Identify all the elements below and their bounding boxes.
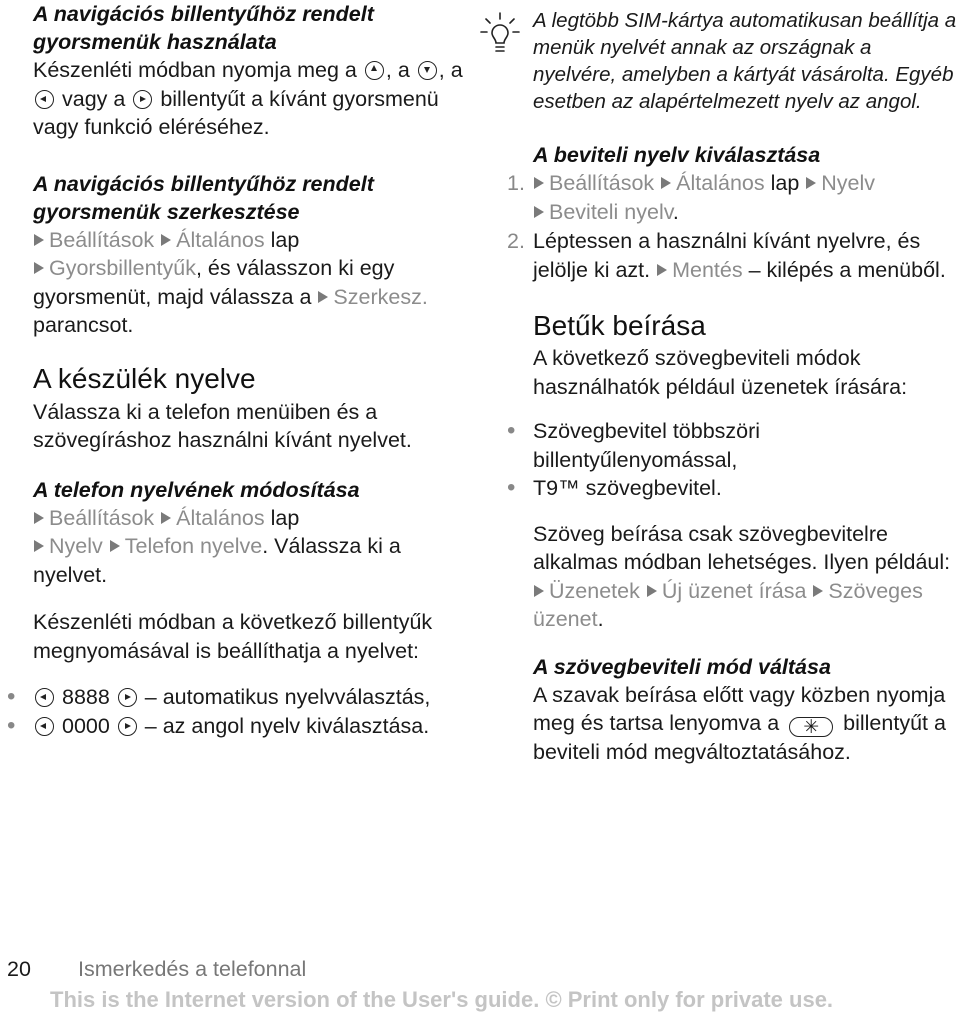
key-code: 8888 xyxy=(61,685,110,709)
section-heading-change-language: A telefon nyelvének módosítása xyxy=(33,477,360,502)
text-span: . Válassza ki a nyelvet. xyxy=(33,534,401,587)
text-span: Léptessen a használni kívánt nyelvre, és jelölje ki azt. xyxy=(533,229,921,282)
text-span: lap xyxy=(270,505,300,530)
menu-path: Beállítások xyxy=(49,227,155,252)
standby-language-paragraph: Készenléti módban a következő billentyűk megnyomásával is beállíthatja a nyelvet: xyxy=(33,610,433,663)
arrow-right-icon xyxy=(34,540,44,552)
arrow-right-icon xyxy=(534,206,544,218)
text-span: – az angol nyelv kiválasztása. xyxy=(144,713,430,738)
menu-path: Üzenetek xyxy=(549,578,640,603)
section-title-text-entry: Betűk beírása xyxy=(533,310,706,341)
arrow-right-icon xyxy=(534,177,544,189)
text-span: Készenléti módban nyomja meg a xyxy=(33,58,357,82)
menu-path: Mentés xyxy=(672,257,743,282)
text-span: – automatikus nyelvválasztás, xyxy=(144,685,431,709)
section-heading-shortcuts-edit: A navigációs billentyűhöz rendelt gyorsmenük szerkesztése xyxy=(33,171,374,224)
list-item: • T9™ szövegbevitel. xyxy=(533,474,958,503)
menu-path: Beállítások xyxy=(49,505,155,530)
text-span: vagy a xyxy=(61,86,126,111)
nav-left-key-icon xyxy=(35,688,54,707)
footer-section-name: Ismerkedés a telefonnal xyxy=(78,957,307,981)
menu-path: Általános xyxy=(176,227,265,252)
lightbulb-icon xyxy=(478,11,522,57)
text-entry-modes-paragraph xyxy=(533,520,958,634)
star-key-icon: ✳ xyxy=(789,717,833,737)
menu-path: Általános xyxy=(176,505,265,530)
shortcuts-use-paragraph xyxy=(33,56,473,142)
text-span: billentyűt a kívánt gyorsmenü vagy funkció eléréséhez. xyxy=(33,86,439,139)
nav-right-key-icon xyxy=(118,717,137,736)
menu-path: Új üzenet írása xyxy=(661,578,807,603)
text-span: A szavak beírása előtt vagy közben nyomja meg és tartsa lenyomva a xyxy=(533,682,946,735)
text-span: lap xyxy=(270,227,300,252)
text-span: Szöveg beírása csak szövegbevitelre alkalmas módban lehetséges. Ilyen például: xyxy=(533,521,951,574)
tip-box xyxy=(533,7,958,115)
text-span: . xyxy=(672,199,679,224)
section-heading-input-language: A beviteli nyelv kiválasztása xyxy=(533,143,821,167)
device-language-paragraph: Válassza ki a telefon menüiben és a szövegíráshoz használni kívánt nyelvet. xyxy=(33,399,412,452)
arrow-right-icon xyxy=(318,291,328,303)
menu-path: Beviteli nyelv xyxy=(549,199,673,224)
left-column xyxy=(33,0,473,740)
menu-path: Telefon nyelve xyxy=(124,534,263,558)
step-number: 2. xyxy=(507,229,525,253)
list-item xyxy=(33,683,473,712)
nav-left-key-icon xyxy=(35,90,54,109)
arrow-right-icon xyxy=(647,585,657,597)
text-span: parancsot. xyxy=(33,313,134,337)
nav-up-key-icon xyxy=(365,61,384,80)
tip-text: A legtöbb SIM-kártya automatikusan beállítja a menük nyelvét annak az országnak a nyelvére, amelyben a kártyát vásárolta. Egyéb esetben az alapértelmezett nyelv az angol. xyxy=(533,9,957,113)
footer-disclaimer: This is the Internet version of the User's guide. © Print only for private use. xyxy=(50,987,834,1012)
nav-right-key-icon xyxy=(133,90,152,109)
section-heading-shortcuts-use: A navigációs billentyűhöz rendelt gyorsmenük használata xyxy=(33,2,374,54)
right-column xyxy=(507,0,958,766)
arrow-right-icon xyxy=(661,177,671,189)
change-language-paragraph xyxy=(33,504,473,590)
menu-path: Beállítások xyxy=(549,171,655,195)
section-title-device-language: A készülék nyelve xyxy=(33,362,256,394)
arrow-right-icon xyxy=(806,177,816,189)
menu-path: Nyelv xyxy=(821,171,876,195)
nav-down-key-icon xyxy=(418,61,437,80)
step-number: 1. xyxy=(507,171,525,195)
nav-left-key-icon xyxy=(35,717,54,736)
step-2 xyxy=(507,227,958,284)
text-span: lap xyxy=(770,171,800,195)
arrow-right-icon xyxy=(657,264,667,276)
section-heading-switch-input-mode: A szövegbeviteli mód váltása xyxy=(533,654,831,679)
step-1 xyxy=(507,169,958,226)
language-codes-list xyxy=(33,683,473,740)
arrow-right-icon xyxy=(110,540,120,552)
key-code: 0000 xyxy=(61,713,110,738)
arrow-right-icon xyxy=(34,512,44,524)
page-number: 20 xyxy=(7,957,31,981)
text-span: – kilépés a menüből. xyxy=(748,257,946,282)
arrow-right-icon xyxy=(161,234,171,246)
menu-path: Általános xyxy=(676,171,765,195)
arrow-right-icon xyxy=(34,234,44,246)
switch-input-mode-paragraph xyxy=(533,681,958,767)
arrow-right-icon xyxy=(534,585,544,597)
input-modes-list xyxy=(533,417,958,503)
text-span: , a xyxy=(438,58,463,82)
text-entry-paragraph: A következő szövegbeviteli módok használhatók például üzenetek írására: xyxy=(533,346,908,399)
text-span: , xyxy=(385,58,392,82)
arrow-right-icon xyxy=(34,262,44,274)
arrow-right-icon xyxy=(161,512,171,524)
menu-path: Nyelv xyxy=(49,534,103,558)
list-item xyxy=(33,712,473,741)
menu-path: Gyorsbillentyűk xyxy=(49,256,196,280)
text-span: , és válasszon ki egy gyorsmenüt, majd válassza a xyxy=(33,256,395,309)
text-span: a xyxy=(397,58,410,82)
list-item: • Szövegbevitel többszöri billentyűlenyomással, xyxy=(533,417,958,474)
text-span: billentyűt a beviteli mód megváltoztatásához. xyxy=(533,711,946,764)
nav-right-key-icon xyxy=(118,688,137,707)
menu-path: Szöveges üzenet xyxy=(533,578,923,631)
menu-path: Szerkesz. xyxy=(333,284,428,309)
arrow-right-icon xyxy=(813,585,823,597)
text-span: . xyxy=(597,607,604,631)
shortcuts-edit-paragraph xyxy=(33,226,473,340)
